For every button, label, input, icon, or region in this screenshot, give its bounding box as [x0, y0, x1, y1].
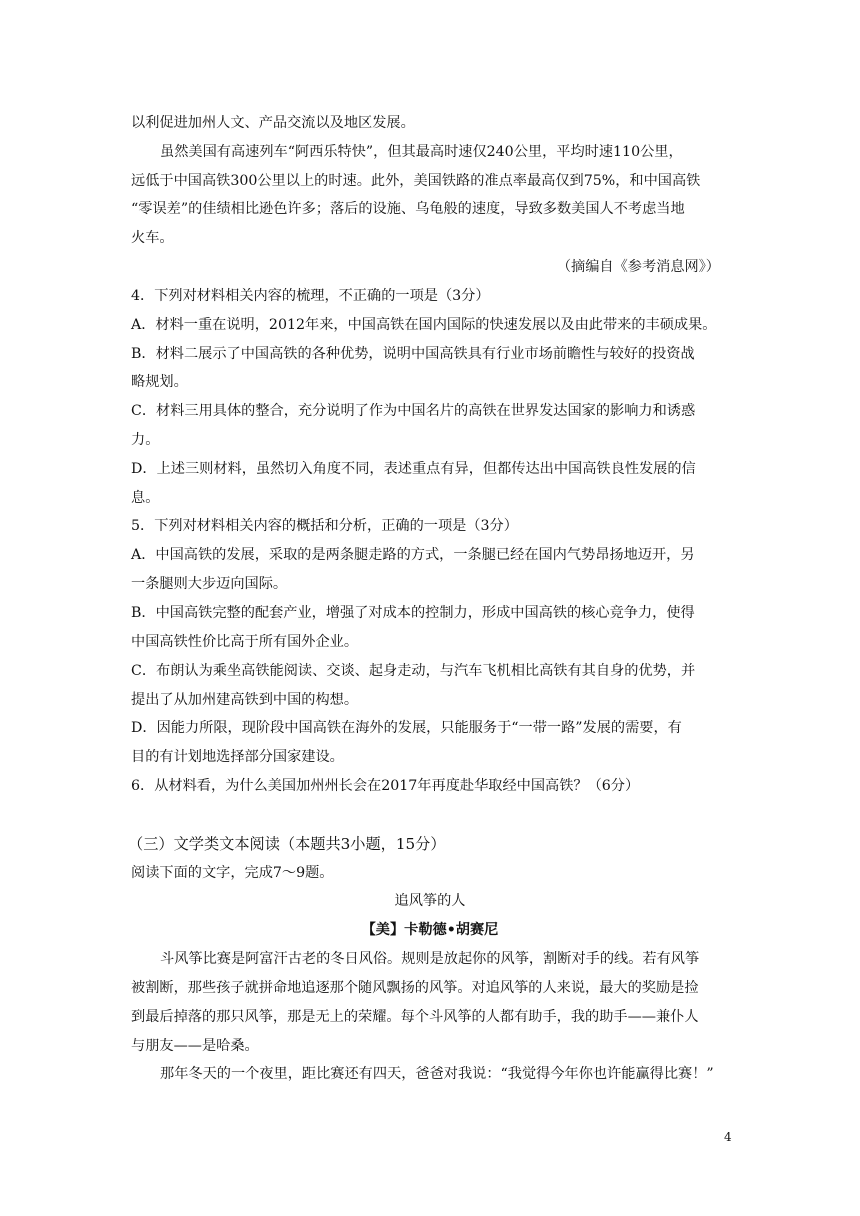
- section-heading: （三）文学类文本阅读（本题共3小题，15分）: [128, 835, 446, 853]
- question-5-option: A．中国高铁的发展，采取的是两条腿走路的方式，一条腿已经在国内气势昂扬地迈开，另: [131, 547, 695, 563]
- question-5-option: D．因能力所限，现阶段中国高铁在海外的发展，只能服务于“一带一路”发展的需要，有: [131, 720, 682, 736]
- question-5-option: 提出了从加州建高铁到中国的构想。: [131, 692, 359, 708]
- question-4-option: C．材料三用具体的整合，充分说明了作为中国名片的高铁在世界发达国家的影响力和诱惑: [131, 403, 696, 419]
- paragraph-line: 斗风筝比赛是阿富汗古老的冬日风俗。规则是放起你的风筝，割断对手的线。若有风筝: [160, 951, 700, 967]
- question-5-option: 一条腿则大步迈向国际。: [131, 576, 288, 592]
- paragraph-line: 远低于中国高铁300公里以上的时速。此外，美国铁路的准点率最高仅到75%，和中国高铁: [131, 173, 701, 189]
- question-4-option: 力。: [131, 432, 160, 448]
- paragraph-line: 那年冬天的一个夜里，距比赛还有四天，爸爸对我说：“我觉得今年你也许能赢得比赛！”: [160, 1066, 714, 1082]
- story-author: 【美】卡勒德•胡赛尼: [361, 922, 499, 938]
- question-6-stem: 6．从材料看，为什么美国加州州长会在2017年再度赴华取经中国高铁？（6分）: [131, 778, 640, 794]
- question-4-option: D．上述三则材料，虽然切入角度不同，表述重点有异，但都传达出中国高铁良性发展的信: [131, 461, 696, 477]
- question-4-option: A．材料一重在说明，2012年来，中国高铁在国内国际的快速发展以及由此带来的丰硕成果。: [131, 317, 717, 333]
- question-5-option: B．中国高铁完整的配套产业，增强了对成本的控制力，形成中国高铁的核心竞争力，使得: [131, 605, 695, 621]
- source-citation: （摘编自《参考消息网》）: [556, 259, 720, 275]
- paragraph-line: 到最后掉落的那只风筝，那是无上的荣耀。每个斗风筝的人都有助手，我的助手——兼仆人: [131, 1009, 699, 1025]
- question-5-option: C．布朗认为乘坐高铁能阅读、交谈、起身走动，与汽车飞机相比高铁有其自身的优势，并: [131, 663, 696, 679]
- paragraph-line: 被割断，那些孩子就拼命地追逐那个随风飘扬的风筝。对追风筝的人来说，最大的奖励是捡: [131, 980, 699, 996]
- question-4-option: 息。: [131, 490, 160, 506]
- paragraph-line: 与朋友——是哈桑。: [131, 1038, 259, 1054]
- paragraph-line: 火车。: [131, 230, 174, 246]
- page-number: 4: [724, 1130, 732, 1144]
- question-5-option: 目的有计划地选择部分国家建设。: [131, 749, 344, 765]
- question-4-option: B．材料二展示了中国高铁的各种优势，说明中国高铁具有行业市场前瞻性与较好的投资战: [131, 346, 695, 362]
- question-5-stem: 5．下列对材料相关内容的概括和分析，正确的一项是（3分）: [131, 518, 518, 534]
- question-5-option: 中国高铁性价比高于所有国外企业。: [131, 634, 359, 650]
- story-title: 追风筝的人: [394, 893, 466, 909]
- question-4-stem: 4．下列对材料相关内容的梳理，不正确的一项是（3分）: [131, 288, 490, 304]
- paragraph-line: “零误差”的佳绩相比逊色许多；落后的设施、乌龟般的速度，导致多数美国人不考虑当地: [131, 201, 685, 217]
- paragraph-line: 以利促进加州人文、产品交流以及地区发展。: [131, 115, 415, 131]
- section-instruction: 阅读下面的文字，完成7～9题。: [131, 865, 334, 881]
- question-4-option: 略规划。: [131, 374, 188, 390]
- paragraph-line: 虽然美国有高速列车“阿西乐特快”，但其最高时速仅240公里，平均时速110公里，: [160, 144, 683, 160]
